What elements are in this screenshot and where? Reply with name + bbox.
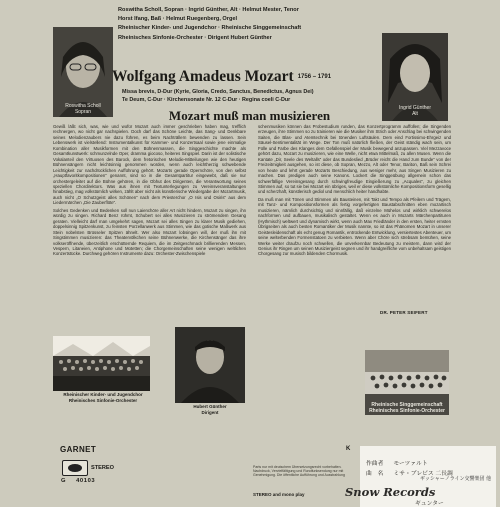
essay-paragraph: Solches Gedenken und Bedenken soll nun Laienchöre aller Art nicht hindern, Mozart zu singen, ihn würdig zu singen. Richard Benz rühmt, Schubert sei alles Musizieren zu strömendem Gesang geraten. Vielleicht darf man umgekehrt sagen, Mozart sei alles Singen zu klarer Musik gediehen, doppelsinnig Spitzenkunst, zu feinsten Porzellanwerk aus Stimmen, wie das gotische Maßwerk aus Stein nobelsten Brüsseler Spitzen ähnelt. Wer also Mozart lobsingen will, der muß ihn mit Singstimmen musizieren: das Theatervölkchen seine Bühnenwerke, die Kirchensänger das ihre volkseröffnende, überzeitlich erschütternde Requiem, die im Zeitgeschmack brillierenden Messen, Vespern, Litaneien, Antiphone und Motetten; die Chorgemeinschaften seine wenigen weltlichen Konzertstücke. Durchweg gehören Instrumente dazu: Orchester-Zwischenspiele xyxy=(53,207,246,257)
composer-title xyxy=(112,68,382,86)
copyright-notice: Parts nur mit deutschem Übersetzungsrecht vorbehalten. Nachdruck, Vervielfältigung und Rundfunksendung nur mit Genehmigung. Die öffentliche Aufführung und Ausstrahlung xyxy=(253,465,345,478)
choir-image xyxy=(53,336,150,391)
caption-hubert: Hubert Günther Dirigent xyxy=(193,404,227,415)
composer-years: 1756 – 1791 xyxy=(297,74,332,81)
credits-line: Rheinischer Kinder- und Jugendchor · Rheinische Singgemeinschaft xyxy=(118,25,302,32)
photo-caption-scholl: Roswitha Scholl Sopran xyxy=(65,103,101,115)
artist-row xyxy=(366,458,428,467)
stereo-label: STEREO xyxy=(91,465,115,471)
works-line: Missa brevis, D-Dur (Kyrie, Gloria, Credo, Sanctus, Benedictus, Agnus Dei) xyxy=(122,89,314,95)
essay-column-left xyxy=(53,124,246,306)
photo-ingrid-guenther xyxy=(382,33,448,121)
shop-line: ギッシャーノライン交響楽団 xyxy=(420,476,485,482)
catalog-number xyxy=(61,478,95,484)
works-list xyxy=(122,88,378,105)
essay-heading: Mozart muß man musizieren xyxy=(168,108,331,123)
works-line: Te Deum, C-Dur · Kirchensonate Nr. 12 C-Dur · Regina coeli C-Dur xyxy=(122,97,291,104)
garnet-logo-icon xyxy=(62,460,88,476)
artist-value: モーツァルト xyxy=(393,461,428,467)
label-brand: GARNET xyxy=(60,445,97,454)
sticker-k-mark: K xyxy=(346,446,351,452)
caption-choir-left: Rheinischer Kinder- und Jugendchor Rheinisches Sinfonie-Orchester xyxy=(63,392,143,403)
essay-column-right xyxy=(258,124,451,307)
title-value: ミサ・ブレビス 二長調 xyxy=(393,471,453,477)
essay-paragraph: schenmusiken können das Probestudium runden, das Konzertprogramm auffüllen; die Singenden erzeugen, ihre Stimmen so zu trainieren wie die Musiker ihm Strich oder Anschlag bei schwingenden Saiten, die Blas- und Atemtechnik bei tönenden Luftsäulen. Dem eind Fortissimo-Ehrgeiz und Säusel-Sentimentalität im Wege. Der Ton muß natürlich fließen, der Geist ständig wach sein, um Fülle und Farbe des Klanges dem Gefallenspiel der Musik bewegend anzupassen. Viel Mezzavoce gehört dazu, Mozart zu musizieren, wie eine Welle, nicht etwa Mittelmaß, zu allen Musen. Wenn die Kantate „Dir, Seele des Weltalls“ oder das Bundeslied „Brüder reicht die Hand zum Bunde“ von der Freizeitmigkeit ausgehen, so ist diese, ob Sopran, Mezzo, Alt oder Tenor, Bariton, Baß sein Schrei von heute und lehrt gerade Mozarts Beschiedung, aus weniger mehr, aus Singen Musizieren zu machen. Das predigen auch seine Kanons. Lockert die Singgeübung allgemein schon das schwerfällige Vereinsgesang durch schwingfreudige Eingießerung zu „Acquales“, zu gleichen Stimmen auf, so tut sie bei Mozart ein übriges, weil er diese volkstümliche Kompositionsform gesellig und scherzhaft, künstlerisch gediol und menschlich heiter handhabte. xyxy=(258,124,451,195)
performer-credits xyxy=(118,6,378,43)
sticker-shop-text xyxy=(420,476,500,482)
credits-line: Horst Ifang, Baß · Helmut Ruegenberg, Orgel xyxy=(118,16,238,23)
caption-singgemeinschaft: Rheinische Singgemeinschaft Rheinisches Sinfonie-Orchester xyxy=(369,402,445,414)
credits-line: Rheinisches Sinfonie-Orchester · Dirigent Hubert Günther xyxy=(118,34,272,41)
catalog-prefix: G xyxy=(61,478,67,484)
photo-hubert-guenther xyxy=(175,327,245,403)
portrait-image xyxy=(175,327,245,403)
photo-singgemeinschaft xyxy=(365,350,449,415)
stereo-mono-note: STEREO and mono play xyxy=(253,492,305,497)
photo-roswitha-scholl xyxy=(53,27,113,117)
signature-snow-records: Snow Records xyxy=(345,485,436,499)
essay-author: DR. PETER SEIFERT xyxy=(380,310,428,315)
title-label: 曲 名 xyxy=(366,471,384,477)
artist-label: 作曲者 xyxy=(366,461,384,467)
composer-name: Wolfgang Amadeus Mozart xyxy=(112,68,294,85)
essay-paragraph: Gewiß läßt sich, was, wie und wofür Mozart auch immer geschrieben haben mag, trefflich rechnergen, wo nicht gar nachspielen. Doch darf das Schöne Leichte, das Sang- und Denkbare seines Melodienzaubers nie dazu führen, es beim Nachträllern bewenden zu lassen. Sein Lebenswerk ist vielstellend: Instrumentalkunst für Kammer- und Konzertsaal sowie jene einmalige Kombination aller Musikformen mit den Bühnenmassen, die Singgeschichte machte als Gesamtkunstwerk: schmunzelnde Oper, dramma giocoso, heiteres Singspiel. Darin ist der solistische Vokalanteil den Virtuosen des Barock, dem fretorischen Melodie-Mitteilungen wie den heutigen Bühnensängern nicht leichtsinnig genommen worden, wenn auch leichtherzig schwebende Leichtigkeit zur nachdrücklichen Aufführung gehört. Mozarts gerade Opernchöre, von den selbst „Hauptfavoritkompositionen“ genannt, sind so in die Gesamtpartitur eingewebt, daß sie nur orchestergeleitet auf die Bühne gehören, in die Obhut des Dirigenten, die Verantwortung seines speziellen Chordirektors. Was aus ihnen mit Textunterlegungen zu Vereinsveranstaltungen hinabstieg, mag volkstümlich wirken, zählt aber nicht als künstlerische Wiedergabe der Mozartmusik, auch nicht „O Schutzgeist alles Schönen“ nach dem Priesterchor „O Isis und Osiris“ aus dem Liedermärchen „Die Zauberflöte“. xyxy=(53,124,246,206)
sticker-name-line: ギュンター xyxy=(415,501,444,507)
photo-choir-left xyxy=(53,336,150,391)
catalog-digits: 40103 xyxy=(76,478,96,484)
essay-paragraph: Da muß man mit Tönen und Stimmen als Bausteinen, mit Takt und Tempo als Pfeilern und Trägern, mit Tanz- und Kompositionsformen als fertig vorgefertigten Baustabschnitten eben mozartisch musizieren, nämlich durchsichtig und sinnfällig, daß einzelne Mühelos und wirklich schwerelos nachformen und aufbauen, musikalisch gestaltet. Wenn es auch in Mozarts Märchenpartituren (Hythmisch) weltwert und dynamisch wirkt, wenn auch Max Friedländer in den ersten, heiter ernsten Übrigseiten als auch besten Romantiker der Musik nannte, so ist das Phänomen Mozart in unserer Geistesleidenschaft als echt genug Romantik, entrückende Entwicklung, versiertestes Abenteuer, um seine welterbenden Formenstatoen zu verbieten. Wenn aber Chöre sich strebsam bemühen, seine Werke weiter draufzu noch schwellen, die unverkennbar Bedeutung zu meistern, dann wird der Genius ihr Ringen um seinen Musiziergeist segnen und ihr handgreifliche vom unbehaltsam geistigen Chorgesang zur musisch bildenden Chormusik. xyxy=(258,196,451,257)
photo-caption-ingrid: Ingrid Günther Alt xyxy=(399,105,431,117)
credits-line: Roswitha Scholl, Sopran · Ingrid Günther, Alt · Helmut Mester, Tenor xyxy=(118,7,299,13)
shop-line: 他 xyxy=(485,476,491,482)
